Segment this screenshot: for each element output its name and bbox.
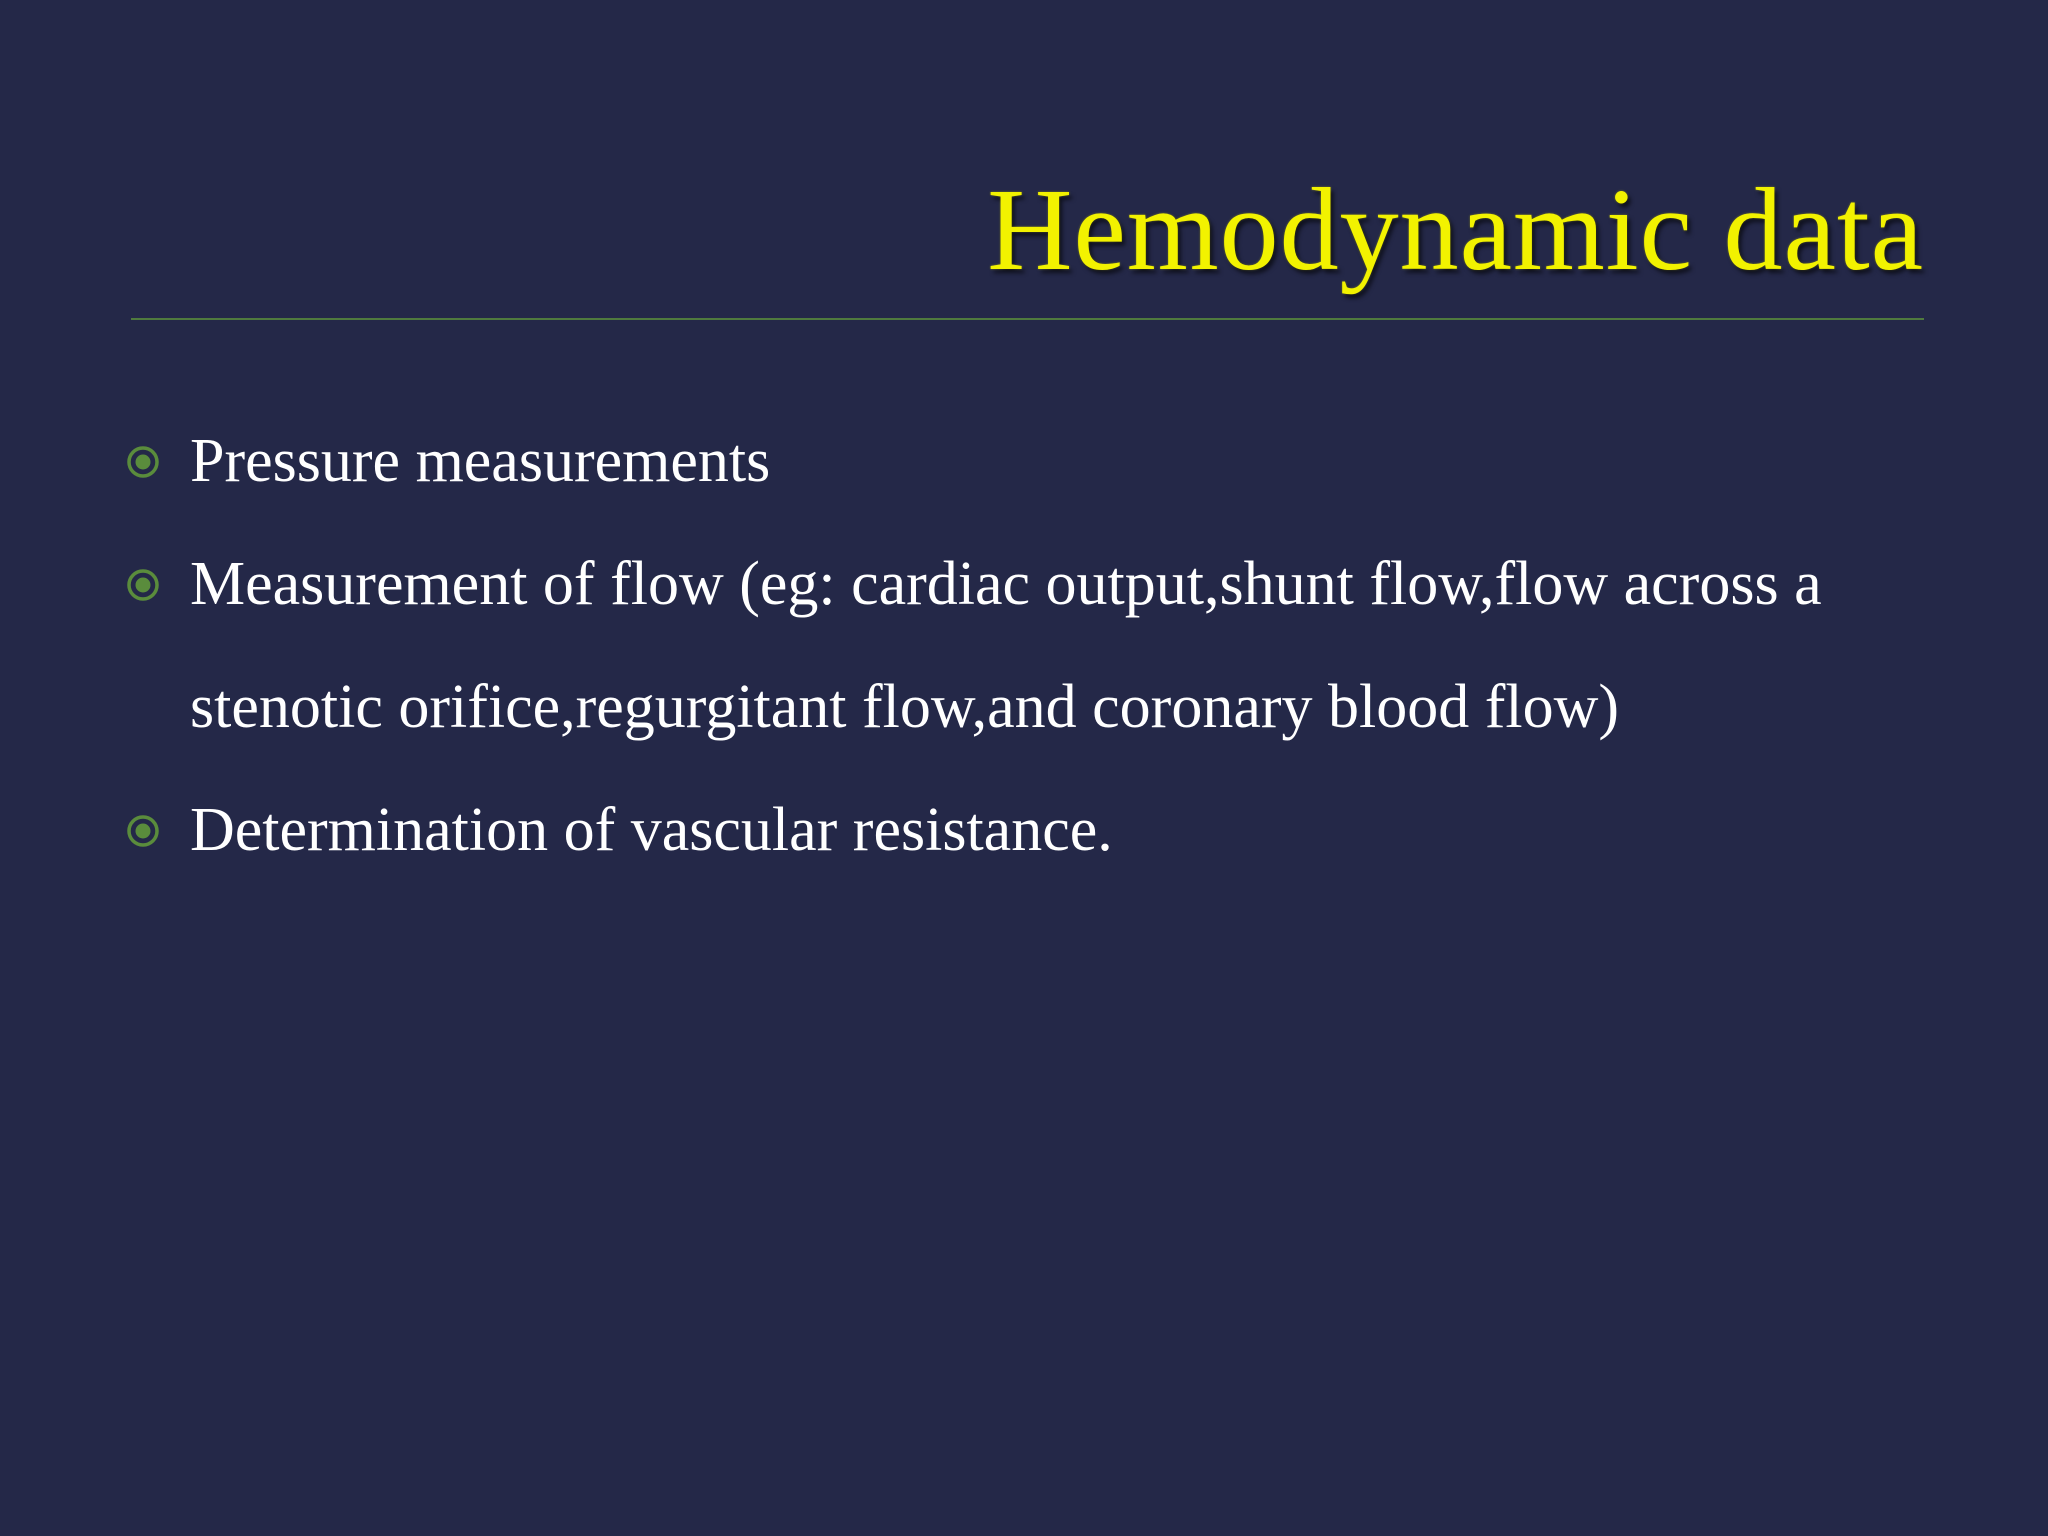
bullet-list	[126, 400, 1926, 892]
bullet-text: Determination of vascular resistance.	[190, 796, 1113, 864]
target-bullet-icon	[126, 568, 160, 602]
slide-title: Hemodynamic data	[987, 164, 1924, 295]
bullet-text: Measurement of flow (eg: cardiac output,shunt flow,flow across a stenotic orifice,regurgitant flow,and coronary blood flow)	[190, 550, 1822, 741]
bullet-item	[126, 523, 1926, 769]
target-bullet-icon	[126, 445, 160, 479]
bullet-text: Pressure measurements	[190, 427, 771, 495]
target-bullet-icon	[126, 814, 160, 848]
bullet-item	[126, 400, 1926, 523]
title-divider	[131, 318, 1924, 320]
bullet-item	[126, 769, 1926, 892]
